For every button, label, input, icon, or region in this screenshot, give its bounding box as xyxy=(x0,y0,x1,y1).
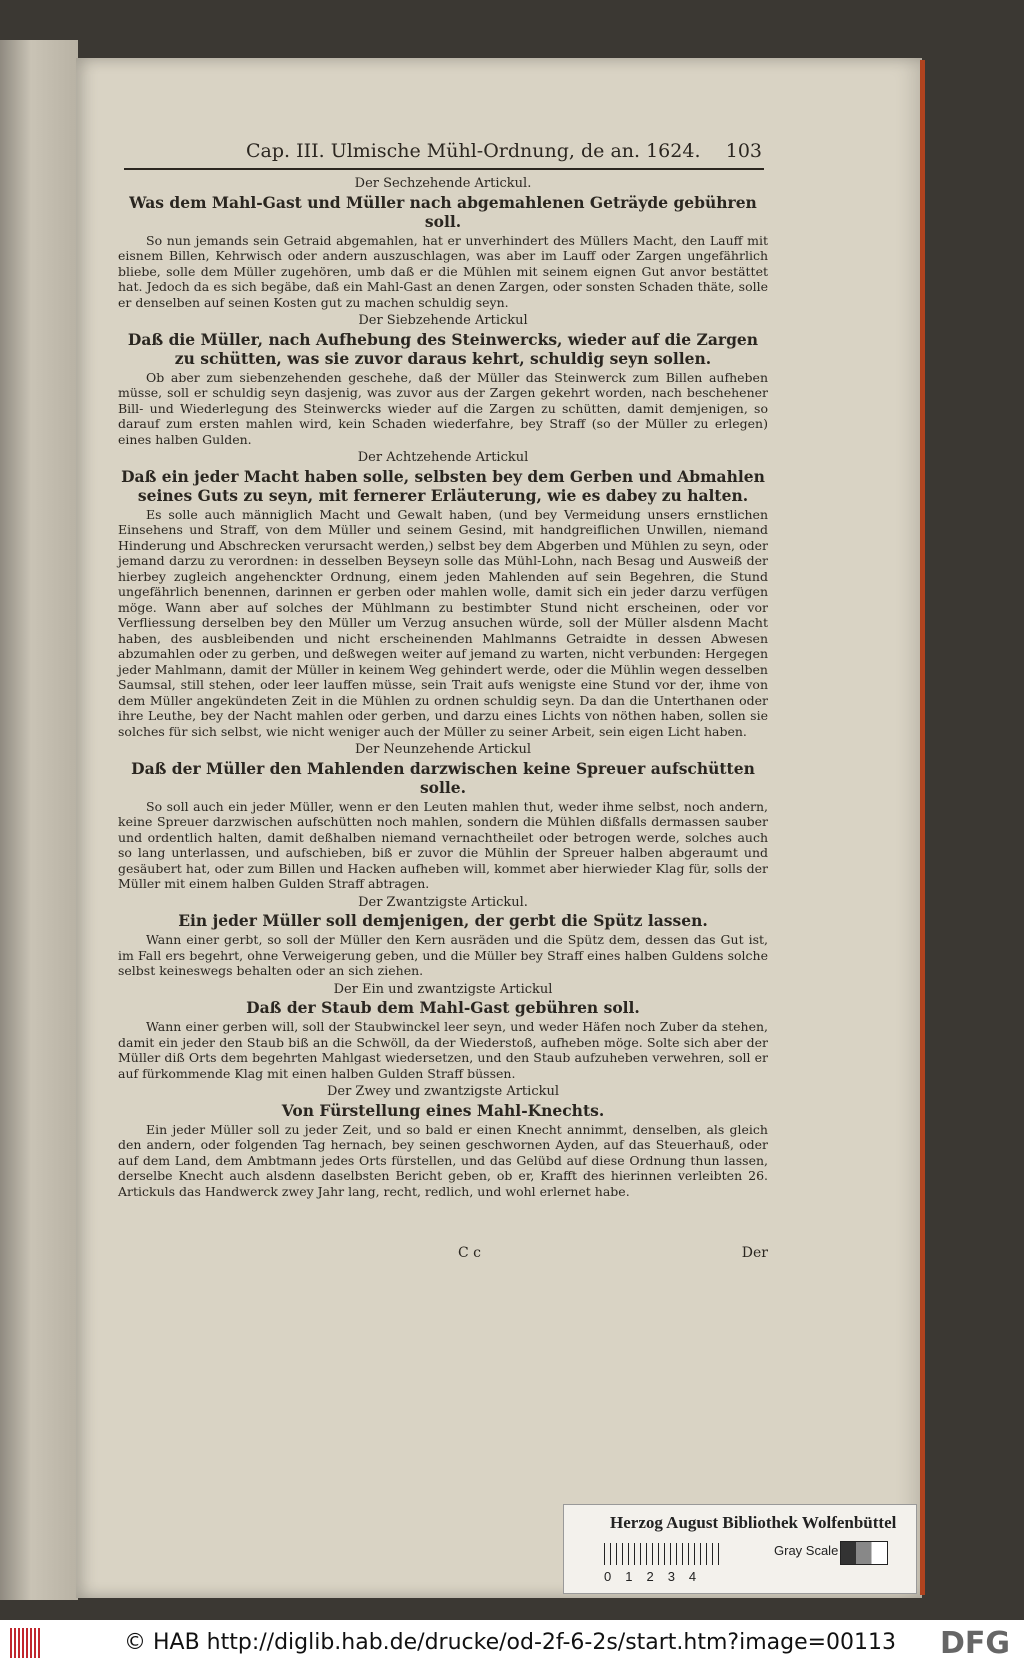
catchword: Der xyxy=(741,1245,768,1261)
article-title: Daß der Staub dem Mahl-Gast gebühren soll. xyxy=(246,998,640,1017)
catchwords xyxy=(118,1245,768,1265)
left-page-edge xyxy=(0,40,78,1600)
article-body: Wann einer gerbt, so soll der Müller den Kern ausräden und die Spütz dem, dessen das Gut ist, im Fall ers begehrt, ohne Verweigerung geben, und die Müller bey Straff eines halben Guldens solche selbst keineswegs behalten oder an sich ziehen. xyxy=(118,932,768,978)
running-head xyxy=(124,138,764,170)
article-body: So nun jemands sein Getraid abgemahlen, hat er unverhindert des Müllers Macht, den Lauff mit eisnem Billen, Kehrwisch oder andern auszuschlagen, was aber im Lauff oder Zargen ungefährlich bliebe, solle dem Müller zugehören, umb daß er die Mühlen mit seinem eignen Gut anvor bestättet hat. Jedoch da es sich begäbe, daß ein Mahl-Gast an denen Zargen, oder sonsten Schaden thäte, solle er denselben auf seinen Kosten gut zu machen schuldig seyn. xyxy=(118,232,768,310)
article-title: Daß der Müller den Mahlenden darzwischen keine Spreuer aufschütten solle. xyxy=(131,758,755,797)
grayscale-swatch xyxy=(840,1541,888,1565)
hab-logo-icon xyxy=(10,1628,42,1658)
article-label: Der Zwey und zwantzigste Artickul xyxy=(326,1084,560,1099)
article-title: Ein jeder Müller soll demjenigen, der gerbt die Spütz lassen. xyxy=(178,911,708,930)
article-label: Der Sechzehende Artickul. xyxy=(354,176,532,191)
page-number: 103 xyxy=(725,140,762,162)
article-body: Ob aber zum siebenzehenden geschehe, daß der Müller das Steinwerck zum Billen aufheben müsse, soll er schuldig seyn dasjenig, was zuvor aus der Zargen gekehrt worden, nach beschehener Bill- und Wiederlegung des Steinwercks wieder auf die Zargen zu schütten, damit demjenigen, so darauf zum ersten mahlen wird, kein Schaden wiederfahre, bey Straff (so der Müller zu erlegen) eines halben Gulden. xyxy=(118,369,768,447)
library-card xyxy=(563,1504,917,1594)
article-label: Der Siebzehende Artickul xyxy=(358,313,528,328)
library-name: Herzog August Bibliothek Wolfenbüttel xyxy=(610,1513,897,1532)
article xyxy=(118,450,768,739)
page-text xyxy=(118,176,768,1202)
article-label: Der Achtzehende Artickul xyxy=(357,450,529,465)
article-label: Der Zwantzigste Artickul. xyxy=(358,894,528,910)
dfg-logo: DFG xyxy=(939,1626,1010,1661)
signature-mark: C c xyxy=(458,1245,482,1261)
grayscale-label: Gray Scale xyxy=(774,1543,839,1558)
running-head-title: Cap. III. Ulmische Mühl-Ordnung, de an. 1624. xyxy=(246,140,701,162)
article xyxy=(118,895,768,979)
article xyxy=(118,176,768,310)
ruler-numbers: 01234 xyxy=(604,1569,711,1584)
article-label: Der Ein und zwantzigste Artickul xyxy=(333,981,553,997)
article-body: Wann einer gerben will, soll der Staubwinckel leer seyn, und weder Häfen noch Zuber da stehen, damit ein jeder den Staub biß an die Schwöll, da der Wiederstoß, aufheben möge. Solte sich aber der Müller diß Orts dem begehrten Mahlgast wiedersetzen, und den Staub aufzuheben verwehren, soll er auf fürkommende Klag mit einen halben Gulden Straff büssen. xyxy=(118,1019,768,1081)
ruler-scale xyxy=(604,1543,724,1565)
article-body: Ein jeder Müller soll zu jeder Zeit, und so bald er einen Knecht annimmt, denselben, als gleich den andern, oder folgenden Tag hernach, bey seinen geschwornen Ayden, auf das Steuerhauß, oder auf dem Land, dem Ambtmann jedes Orts fürstellen, und das Gelübd auf diese Ordnung thun lassen, derselbe Knecht auch alsdenn daselbsten Bericht geben, ob er, Krafft des hierinnen verleibten 26. Artickuls das Handwerck zwey Jahr lang, recht, redlich, und wohl erlernet habe. xyxy=(118,1121,768,1199)
source-url[interactable]: © HAB http://diglib.hab.de/drucke/od-2f-6-2s/start.htm?image=00113 xyxy=(124,1630,897,1655)
article xyxy=(118,313,768,447)
article-title: Daß die Müller, nach Aufhebung des Steinwercks, wieder auf die Zargen zu schütten, was sie zuvor daraus kehrt, schuldig seyn sollen. xyxy=(127,329,759,368)
article xyxy=(118,742,768,892)
article-label: Der Neunzehende Artickul xyxy=(354,742,532,757)
footer-bar xyxy=(0,1620,1024,1667)
article-title: Was dem Mahl-Gast und Müller nach abgemahlenen Geträyde gebühren soll. xyxy=(129,192,757,231)
article-title: Daß ein jeder Macht haben solle, selbsten bey dem Gerben und Abmahlen seines Guts zu seyn, mit fernerer Erläuterung, wie es dabey zu halten. xyxy=(121,466,765,505)
article-title: Von Fürstellung eines Mahl-Knechts. xyxy=(281,1100,605,1120)
article-body: Es solle auch männiglich Macht und Gewalt haben, (und bey Vermeidung unsers ernstlichen Einsehens und Straff, von dem Müller und seinem Gesind, mit handgreiflichen Unwillen, niemand Hinderung und Abschrecken verursacht werden,) selbst bey dem Abgerben und Mühlen zu seyn, oder jemand darzu zu verordnen: in desselben Beyseyn solle das Mühl-Lohn, nach Besag und Ausweiß der hierbey zugleich angehenckter Ordnung, einem jeden Mahlenden auf sein Begehren, die Stund ungefährlich benennen, darinnen er gerben oder mahlen wolle, damit sich ein jeder darzu verfügen möge. Wann aber auf solches der Mühlmann zu bestimbter Stund nicht erscheinen, oder vor Verfliessung derselben bey den Müller um Verzug ansuchen würde, soll der Müller alsdenn Macht haben, des ausbleibenden und nicht erscheinenden Mahlmanns Getraidte in dessen Abwesen abzumahlen oder zu gerben, und deßwegen weiter auf jemand zu warten, nicht verbunden: Hergegen jeder Mahlmann, damit der Müller in keinem Weg gehindert werde, oder die Mühlin wegen desselben Saumsal, still stehen, oder leer lauffen müsse, sein Trait aufs wenigste eine Stund vor der, ihme von dem Müller angekündeten Zeit in die Mühlen zu ordnen schuldig seyn. Da dan die Unterthanen oder ihre Leuthe, bey der Nacht mahlen oder gerben, und darzu eines Lichts von nöthen haben, sollen sie solches für sich selbst, wie nicht weniger auch der Müller zu seiner Arbeit, sein eigen Licht haben. xyxy=(118,506,768,739)
page-edge-red xyxy=(920,60,925,1595)
article xyxy=(118,982,768,1082)
article xyxy=(118,1084,768,1199)
article-body: So soll auch ein jeder Müller, wenn er den Leuten mahlen thut, weder ihme selbst, noch andern, keine Spreuer darzwischen aufschütten noch mahlen, sondern die Mühlen dißfalls dermassen sauber und ordentlich halten, damit deßhalben niemand vernachtheilet oder betrogen werde, solches auch so lang unterlassen, und aufschieben, biß er zuvor die Mühlin der Spreuer halben abgeraumt und gesäubert hat, oder zum Billen und Hacken aufheben will, kommet aber hierwieder Klag für, solls der Müller mit einem halben Gulden Straff abtragen. xyxy=(118,798,768,891)
